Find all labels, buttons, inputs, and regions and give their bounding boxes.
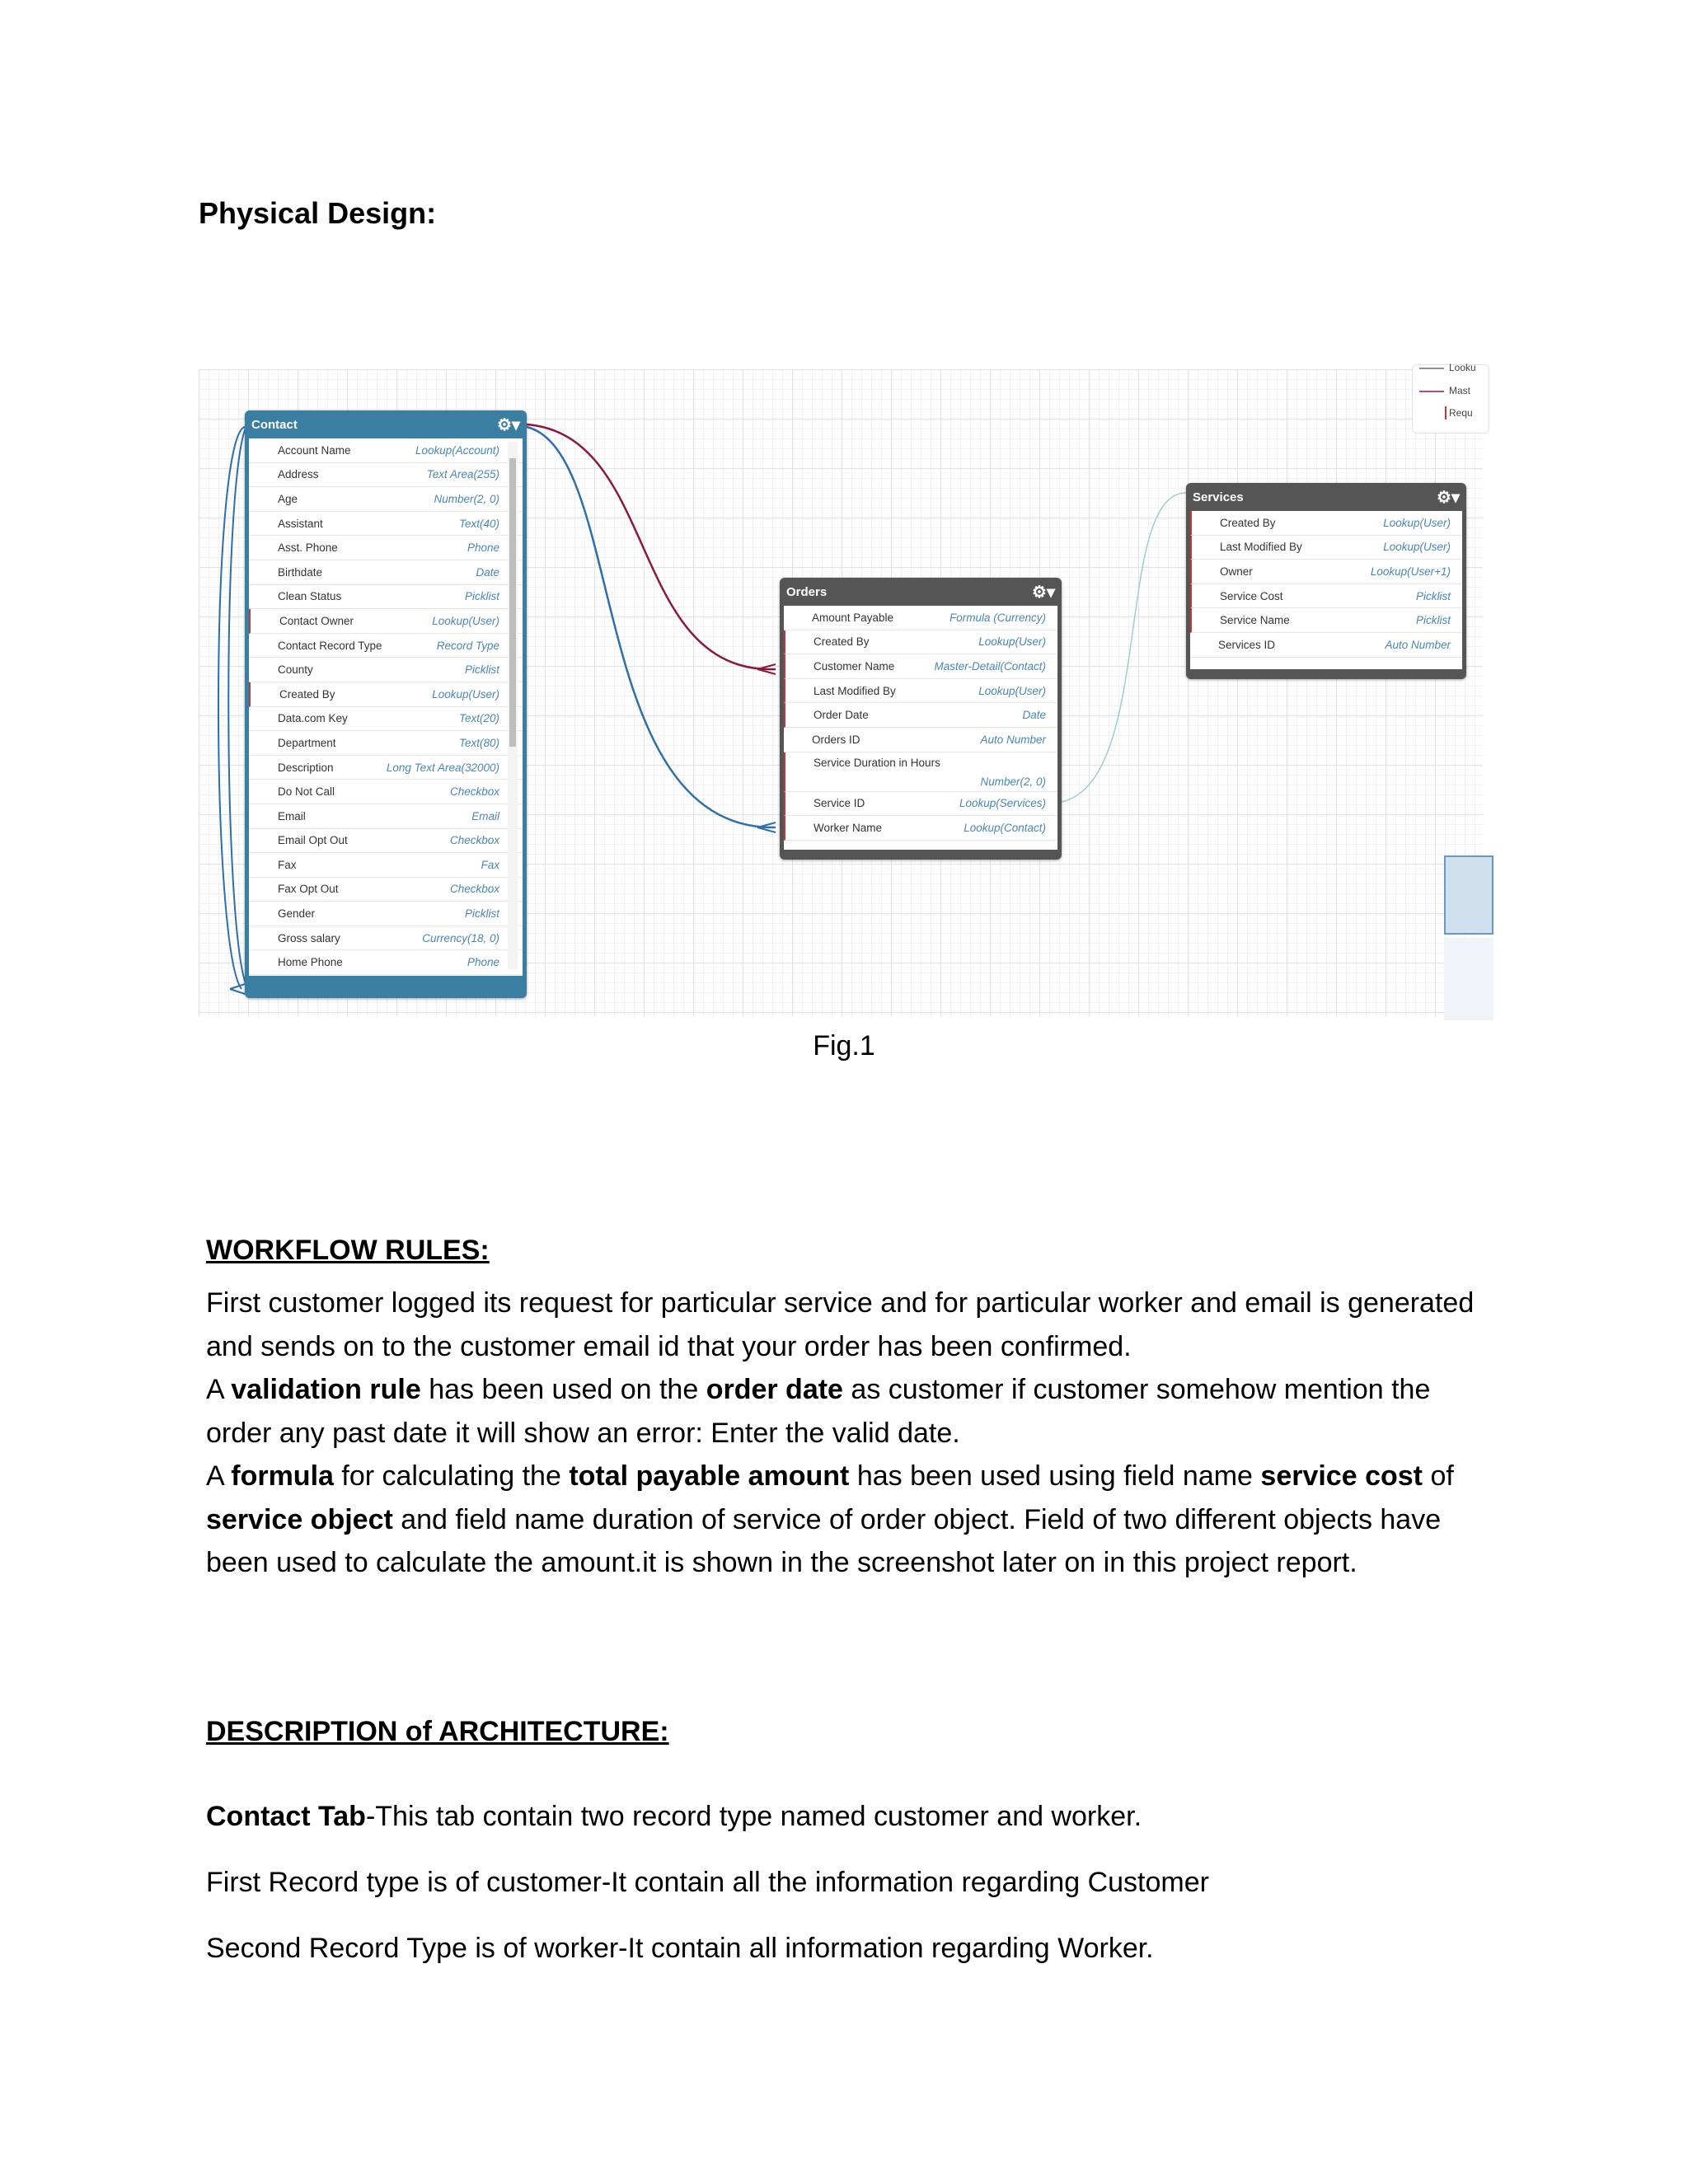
field-row: Gross salary Currency(18, 0) [249,926,523,951]
field-row: Clean Status Picklist [249,585,523,610]
field-row: Account Name Lookup(Account) [249,438,523,463]
field-row: Customer Name Master-Detail(Contact) [784,654,1057,679]
field-row: Service Duration in Hours Number(2, 0) [784,752,1057,792]
field-row: Department Text(80) [249,731,523,756]
workflow-rules-title: WORKFLOW RULES: [206,1235,490,1266]
field-row: Services ID Auto Number [1190,633,1462,658]
field-row: Email Email [249,804,523,829]
services-object-title: Services [1193,490,1244,504]
schema-diagram [199,362,1483,1017]
minimap-panel [1444,938,1493,1020]
page-heading: Physical Design: [199,196,437,230]
contact-self-relationship-line [218,427,245,989]
field-row: Order Date Date [784,703,1057,728]
crow-foot-icon [230,984,245,994]
field-row: County Picklist [249,658,523,682]
services-object[interactable] [1186,483,1466,679]
scrollbar[interactable] [508,442,518,969]
field-row: Description Long Text Area(32000) [249,756,523,780]
field-row: Address Text Area(255) [249,463,523,488]
legend-master-detail-label: Mast [1449,385,1471,396]
legend-lookup-label: Looku [1449,362,1476,373]
contact-tab-description: Contact Tab-This tab contain two record type named customer and worker. [206,1801,1142,1832]
architecture-title: DESCRIPTION of ARCHITECTURE: [206,1716,669,1747]
field-row: Worker Name Lookup(Contact) [784,816,1057,841]
field-row: Contact Record Type Record Type [249,634,523,658]
field-row: Last Modified By Lookup(User) [1190,536,1462,560]
gear-icon[interactable]: ⚙▾ [1437,488,1460,507]
field-row: Home Phone Phone [249,950,523,975]
field-row: Created By Lookup(User) [249,682,523,707]
field-row: Do Not Call Checkbox [249,780,523,804]
workflow-paragraph: First customer logged its request for particular service and for particular worker and email is generated and sends on to the customer email id that your order has been confirmed. A validation rule has been used on the order date as customer if customer somehow mention the order any past date it will show an error: Enter the valid date. A formula for calculating the total payable amount has been used using field name service cost of service object and field name duration of service of order object. Field of two different objects have been used to calculate the amount.it is shown in the screenshot later on in this project report. [206,1287,1475,1578]
field-row: Orders ID Auto Number [784,728,1057,752]
field-row: Email Opt Out Checkbox [249,829,523,854]
field-row: Assistant Text(40) [249,512,523,537]
contact-object-title: Contact [251,417,298,432]
field-row: Fax Opt Out Checkbox [249,878,523,902]
worker-name-lookup-line [527,427,776,827]
crow-foot-icon [757,664,776,674]
crow-foot-icon [757,823,776,832]
field-row: Gender Picklist [249,902,523,926]
second-record-type-description: Second Record Type is of worker-It contain all information regarding Worker. [206,1933,1154,1964]
field-row: Fax Fax [249,853,523,878]
orders-object-title: Orders [786,584,828,599]
field-row: Service ID Lookup(Services) [784,792,1057,817]
field-row: Data.com Key Text(20) [249,707,523,732]
field-row: Age Number(2, 0) [249,487,523,512]
service-id-lookup-line [1062,493,1186,802]
field-row: Birthdate Date [249,560,523,585]
figure-caption: Fig.1 [813,1030,875,1062]
gear-icon[interactable]: ⚙▾ [1032,583,1055,602]
minimap-box[interactable] [1444,855,1493,935]
field-row: Service Cost Picklist [1190,584,1462,609]
field-row: Created By Lookup(User) [1190,511,1462,536]
gear-icon[interactable]: ⚙▾ [497,415,520,434]
field-row: Created By Lookup(User) [784,630,1057,655]
field-row: Amount Payable Formula (Currency) [784,606,1057,630]
field-row: Last Modified By Lookup(User) [784,679,1057,704]
contact-object[interactable] [245,410,527,998]
field-row: Owner Lookup(User+1) [1190,560,1462,584]
first-record-type-description: First Record type is of customer-It contain all the information regarding Customer [206,1867,1209,1898]
relationship-legend [1412,364,1489,434]
legend-required-label: Requ [1449,407,1473,419]
field-row: Asst. Phone Phone [249,536,523,560]
field-row: Contact Owner Lookup(User) [249,609,523,634]
orders-object[interactable] [780,578,1062,860]
field-row: Service Name Picklist [1190,608,1462,633]
